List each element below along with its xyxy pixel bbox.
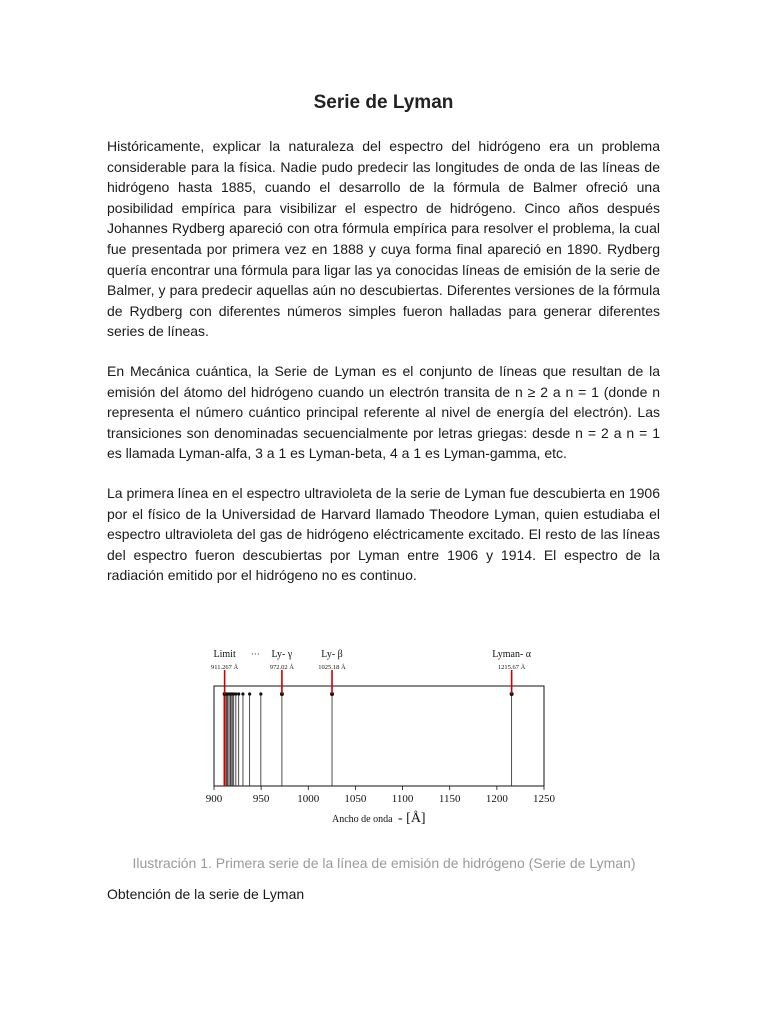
lyman-spectrum-figure <box>200 640 570 830</box>
figure-caption: Ilustración 1. Primera serie de la línea de emisión de hidrógeno (Serie de Lyman) <box>132 855 636 871</box>
spectral-line-dot <box>241 692 244 695</box>
line-name-label: Limit <box>213 649 236 660</box>
x-axis-unit: - [Å] <box>398 811 426 826</box>
paragraph-quantum: En Mecánica cuántica, la Serie de Lyman es el conjunto de líneas que resultan de la emisión del átomo del hidrógeno cuando un electrón transita de n ≥ 2 a n = 1 (donde n representa el número cuántico principal referente al nivel de energía del electrón). Las transiciones son denominadas secuencialmente por letras griegas: desde n = 2 a n = 1 es llamada Lyman-alfa, 3 a 1 es Lyman-beta, 4 a 1 es Lyman-gamma, etc. <box>107 362 660 462</box>
line-name-label: Ly- γ <box>271 649 293 660</box>
plot-frame <box>214 686 544 786</box>
x-tick-label: 950 <box>252 793 270 805</box>
x-tick-label: 1150 <box>438 793 461 805</box>
paragraph-discovery: La primera línea en el espectro ultravioleta de la serie de Lyman fue descubierta en 1906 por el físico de la Universidad de Harvard llamado Theodore Lyman, quien estudiaba el espectro ultravioleta del gas de hidrógeno eléctricamente excitado. El resto de las líneas del espectro fueron descubiertas por Lyman entre 1906 y 1914. El espectro de la radiación emitido por el hidrógeno no es continuo. <box>107 484 660 584</box>
spectral-line-dot <box>248 692 251 695</box>
section-subheading: Obtención de la serie de Lyman <box>107 886 305 902</box>
x-tick-label: 1050 <box>344 793 367 805</box>
x-tick-label: 1000 <box>297 793 320 805</box>
spectral-line-dot <box>237 692 240 695</box>
line-wavelength-label: 972.02 Å <box>269 664 295 671</box>
line-wavelength-label: 911.267 Å <box>211 664 239 671</box>
x-axis-label: Ancho de onda <box>332 814 393 825</box>
line-wavelength-label: 1025.18 Å <box>318 664 346 671</box>
spectral-line-dot <box>234 692 237 695</box>
line-wavelength-label: 1215.67 Å <box>497 664 526 671</box>
spectral-line-dot <box>259 692 262 695</box>
x-tick-label: 900 <box>205 793 223 805</box>
line-name-label: Lyman- α <box>492 649 532 660</box>
x-tick-label: 1100 <box>391 793 414 805</box>
line-name-label: Ly- β <box>321 649 343 660</box>
document-title: Serie de Lyman <box>313 92 454 113</box>
series-ellipsis: ··· <box>250 649 260 659</box>
x-tick-label: 1200 <box>485 793 508 805</box>
x-tick-label: 1250 <box>533 793 555 805</box>
paragraph-history: Históricamente, explicar la naturaleza del espectro del hidrógeno era un problema considerable para la física. Nadie pudo predecir las longitudes de onda de las líneas de hidrógeno hasta 1885, cuando el desarrollo de la fórmula de Balmer ofreció una posibilidad empírica para visibilizar el espectro de hidrógeno. Cinco años después Johannes Rydberg apareció con otra fórmula empírica para resolver el problema, la cual fue presentada por primera vez en 1888 y cuya forma final apareció en 1890. Rydberg quería encontrar una fórmula para ligar las ya conocidas líneas de emisión de la serie de Balmer, y para predecir aquellas aún no descubiertas. Diferentes versiones de la fórmula de Rydberg con diferentes números simples fueron halladas para generar diferentes series de líneas. <box>107 138 660 340</box>
document-page <box>107 92 660 605</box>
spectrum-diagram <box>200 640 570 830</box>
